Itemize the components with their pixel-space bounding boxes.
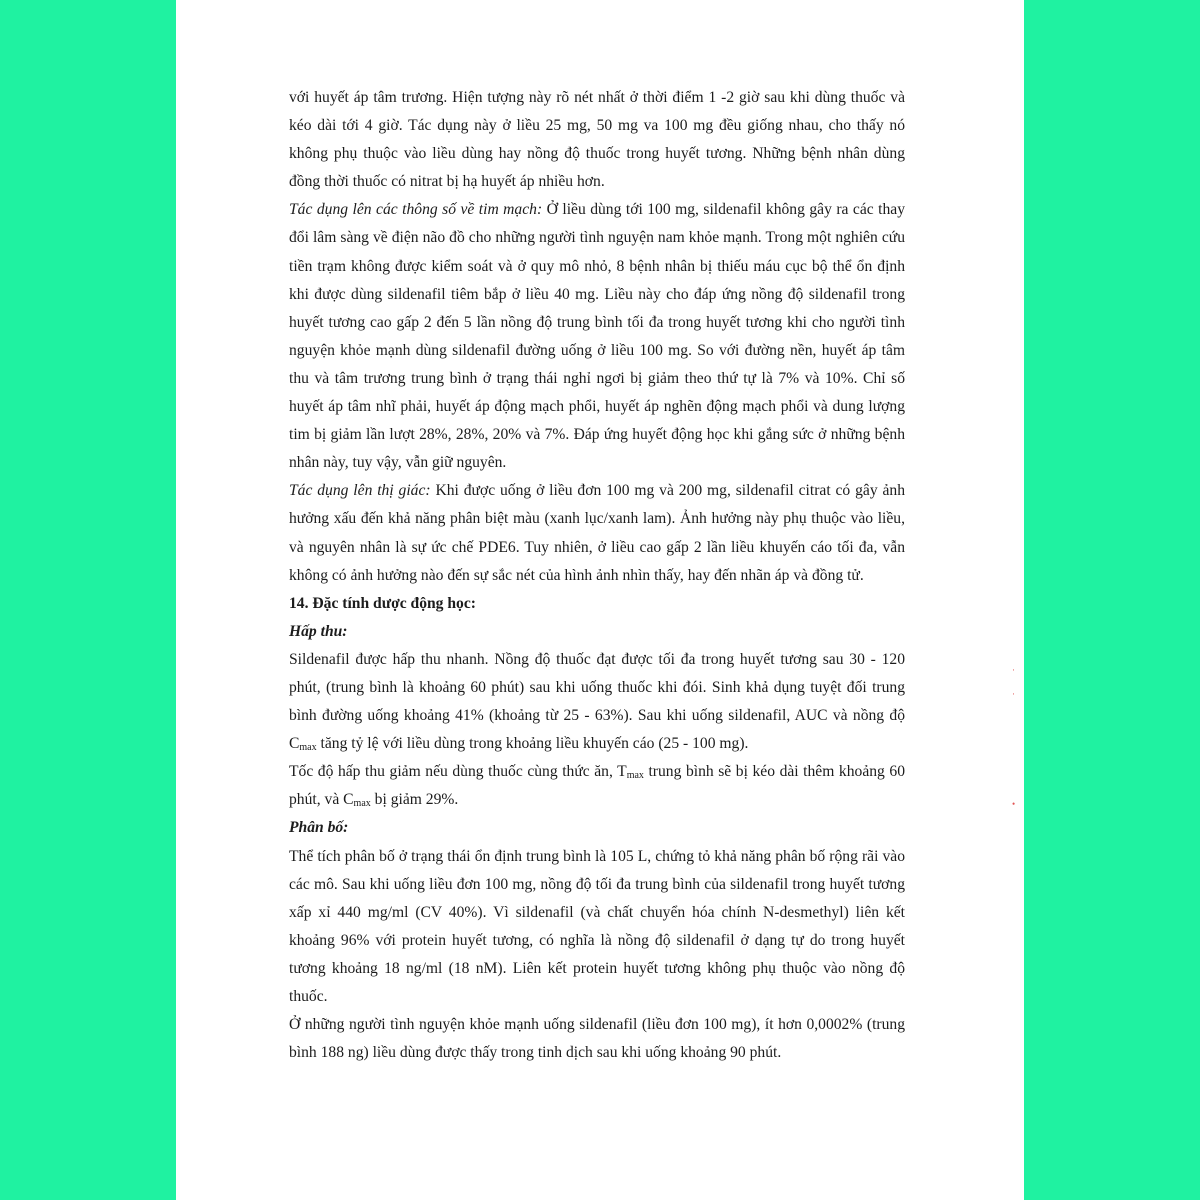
paragraph-vision — [289, 477, 905, 589]
tmax-subscript: max — [626, 770, 644, 782]
subheading-distribution: Phân bố: — [289, 819, 349, 837]
food-effect-text-c: bị giảm 29%. — [370, 791, 459, 809]
cmax-subscript-2: max — [353, 798, 371, 810]
vision-text: Khi được uống ở liều đơn 100 mg và 200 mg, sildenafil citrat có gây ảnh hưởng xấu đến khả năng phân biệt màu (xanh lục/xanh lam). Ảnh hưởng này phụ thuộc vào liều, và nguyên nhân là sự ức chế PDE6. Tuy nhiên, ở liều cao gấp 2 lần liều khuyến cáo tối đa, vẫn không có ảnh hưởng nào đến sự sắc nét của hình ảnh nhìn thấy, hay đến nhãn áp và đồng tử. — [289, 482, 905, 584]
paragraph-blood-pressure: với huyết áp tâm trương. Hiện tượng này rõ nét nhất ở thời điểm 1 -2 giờ sau khi dùng thuốc và kéo dài tới 4 giờ. Tác dụng này ở liều 25 mg, 50 mg va 100 mg đều giống nhau, cho thấy nó không phụ thuộc vào liều dùng hay nồng độ thuốc trong huyết tương. Những bệnh nhân dùng đồng thời thuốc có nitrat bị hạ huyết áp nhiều hơn. — [289, 89, 905, 191]
absorption-text-a: Sildenafil được hấp thu nhanh. Nồng độ thuốc đạt được tối đa trong huyết tương sau 30 - 120 phút, (trung bình là khoảng 60 phút) sau khi uống thuốc khi đói. Sinh khả dụng tuyệt đối trung bình đường uống khoảng 41% (khoảng từ 25 - 63%). Sau khi uống sildenafil, AUC và nồng độ C — [289, 650, 905, 753]
vision-lead: Tác dụng lên thị giác: — [289, 482, 431, 500]
subheading-absorption: Hấp thu: — [289, 622, 348, 640]
margin-mark: • — [1012, 799, 1016, 809]
paragraph-cardiovascular — [289, 196, 905, 477]
paragraph-food-effect — [289, 758, 905, 814]
document-body — [289, 84, 905, 1067]
cmax-subscript: max — [299, 742, 317, 754]
margin-mark: · — [1012, 665, 1015, 675]
food-effect-text-a: Tốc độ hấp thu giảm nếu dùng thuốc cùng thức ăn, T — [289, 763, 627, 781]
cardiovascular-text: Ở liều dùng tới 100 mg, sildenafil không gây ra các thay đổi lâm sàng về điện não đồ cho những người tình nguyện nam khỏe mạnh. Trong một nghiên cứu tiền trạm không được kiểm soát và ở quy mô nhỏ, 8 bệnh nhân bị thiếu máu cục bộ thể ổn định khi được dùng sildenafil tiêm bắp ở liều 40 mg. Liều này cho đáp ứng nồng độ sildenafil trong huyết tương cao gấp 2 đến 5 lần nồng độ trung bình tối đa trong huyết tương khi cho người tình nguyện khỏe mạnh dùng sildenafil đường uống ở liều 100 mg. So với đường nền, huyết áp tâm thu và tâm trương trung bình ở trạng thái nghỉ ngơi bị giảm theo thứ tự là 7% và 10%. Chỉ số huyết áp tâm nhĩ phải, huyết áp động mạch phổi, huyết áp nghẽn động mạch phổi và dung lượng tim bị giảm lần lượt 28%, 28%, 20% và 7%. Đáp ứng huyết động học khi gắng sức ở những bệnh nhân này, tuy vậy, vẫn giữ nguyên. — [289, 201, 905, 472]
section-heading-pharmacokinetics: 14. Đặc tính dược động học: — [289, 594, 476, 612]
paragraph-semen: Ở những người tình nguyện khỏe mạnh uống sildenafil (liều đơn 100 mg), ít hơn 0,0002% (trung bình 188 ng) liều dùng được thấy trong tinh dịch sau khi uống khoảng 90 phút. — [289, 1016, 905, 1062]
cardiovascular-lead: Tác dụng lên các thông số về tim mạch: — [289, 201, 543, 219]
food-effect-text-b: trung bình sẽ bị kéo dài thêm khoảng 60 phút, và C — [289, 763, 905, 809]
document-page — [176, 0, 1024, 1200]
paragraph-absorption — [289, 646, 905, 758]
paragraph-distribution: Thể tích phân bố ở trạng thái ổn định trung bình là 105 L, chứng tỏ khả năng phân bố rộng rãi vào các mô. Sau khi uống liều đơn 100 mg, nồng độ tối đa trung bình của sildenafil trong huyết tương xấp xỉ 440 mg/ml (CV 40%). Vì sildenafil (và chất chuyển hóa chính N-desmethyl) liên kết khoảng 96% với protein huyết tương, có nghĩa là nồng độ sildenafil ở dạng tự do trong huyết tương khoảng 18 ng/ml (18 nM). Liên kết protein huyết tương không phụ thuộc vào nồng độ thuốc. — [289, 847, 905, 1005]
margin-mark: · — [1012, 689, 1015, 699]
absorption-text-b: tăng tỷ lệ với liều dùng trong khoảng liều khuyến cáo (25 - 100 mg). — [316, 735, 749, 753]
